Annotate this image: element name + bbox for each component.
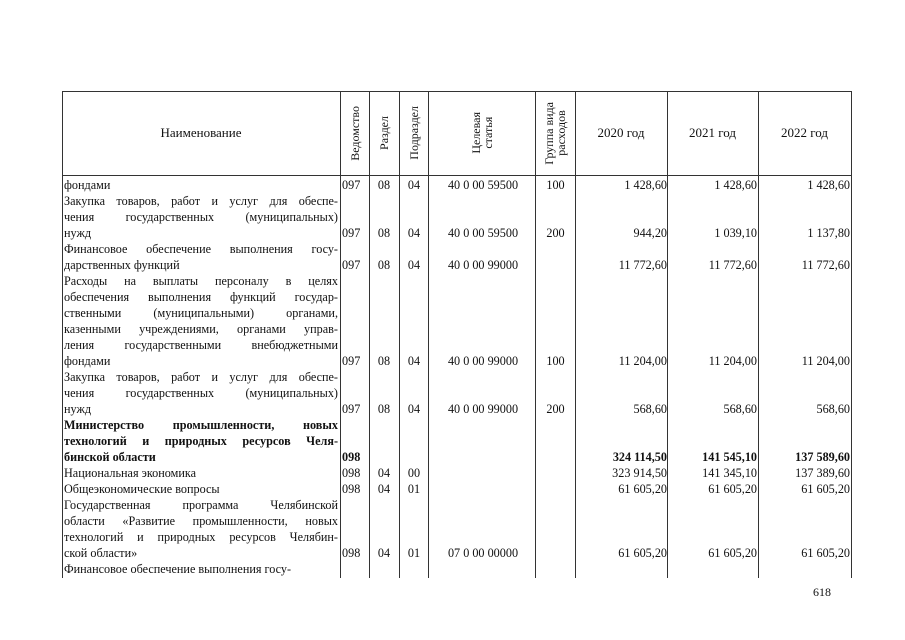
razdel-cell: 04 [377,482,391,496]
year-2022-cell: 1 137,80 [807,226,850,240]
year-2020-cell: 944,20 [633,226,667,240]
podrazdel-cell: 00 [407,466,421,480]
table-row [62,369,851,417]
year-2021-cell: 11 204,00 [708,354,757,368]
year-2020-cell: 61 605,20 [618,546,667,560]
razdel-cell: 04 [377,466,391,480]
header-razdel: Раздел [377,116,391,150]
row-name-line: области «Развитие промышленности, новых [64,514,338,528]
year-2021-cell: 141 545,10 [702,450,757,464]
row-name-line: Финансовое обеспечение выполнения госу- [64,562,292,576]
year-2022-cell: 11 204,00 [801,354,850,368]
celevaya-statya-cell: 40 0 00 99000 [447,258,519,272]
podrazdel-cell: 04 [407,258,421,272]
row-name-line: нужд [64,402,92,416]
header-year-2022: 2022 год [781,125,828,140]
table-row [62,465,851,481]
row-name-line: ления государственными внебюджетными [64,338,338,352]
vedomstvo-cell: 097 [342,178,361,192]
gruppa-vida-cell: 100 [546,354,565,368]
year-2021-cell [668,561,757,577]
razdel-cell: 08 [377,354,391,368]
celevaya-statya-cell: 40 0 00 59500 [447,178,519,192]
year-2020-cell: 324 114,50 [612,450,667,464]
razdel-cell: 08 [377,226,391,240]
year-2020-cell: 11 204,00 [618,354,667,368]
page-number: 618 [813,585,831,599]
gruppa-vida-cell [536,465,575,481]
gruppa-vida-cell [536,561,575,577]
celevaya-statya-cell [430,465,536,481]
row-name-line: Министерство промышленности, новых [64,418,338,432]
row-name-line: обеспечения выполнения функций государ- [64,290,338,304]
year-2020-cell: 61 605,20 [618,482,667,496]
year-2021-cell: 1 039,10 [714,226,757,240]
year-2021-cell: 568,60 [723,402,757,416]
razdel-cell: 08 [377,178,391,192]
header-year-2020: 2020 год [597,125,645,140]
row-name-line: казенными учреждениями, органами управ- [64,322,338,336]
row-name [64,465,338,481]
row-name-line: технологий и природных ресурсов Челя- [64,434,338,448]
row-name-line: Государственная программа Челябинской [64,498,338,512]
celevaya-statya-cell: 40 0 00 99000 [447,402,519,416]
row-name-line: чения государственных (муниципальных) [64,386,338,400]
row-name-line: ской области» [64,546,138,560]
razdel-cell: 08 [377,402,391,416]
table-row [62,273,851,369]
vedomstvo-cell [342,561,368,577]
razdel-cell [371,449,397,465]
podrazdel-cell: 04 [407,354,421,368]
table-row [62,193,851,241]
razdel-cell: 04 [377,546,391,560]
vedomstvo-cell: 098 [342,466,361,480]
table-row [62,417,851,465]
podrazdel-cell: 04 [407,226,421,240]
year-2021-cell: 141 345,10 [702,466,757,480]
header-gruppa: Группа вида расходов [542,101,568,165]
year-2021-cell: 61 605,20 [708,546,757,560]
vedomstvo-cell: 098 [342,482,361,496]
row-name-line: фондами [64,354,111,368]
header-name: Наименование [160,125,242,140]
table-row [62,561,851,577]
table-row [62,177,851,193]
row-name-line: ственными (муниципальными) органами, [64,306,338,320]
celevaya-statya-cell: 40 0 00 59500 [447,226,519,240]
col-border [851,91,852,578]
gruppa-vida-cell: 100 [546,178,565,192]
header-bottom-border [62,175,851,176]
year-2022-cell: 11 772,60 [801,258,850,272]
row-name [64,193,338,241]
table-row [62,497,851,561]
row-name-line: дарственных функций [64,258,180,272]
row-name-line: Закупка товаров, работ и услуг для обеспе- [64,370,338,384]
year-2022-cell: 1 428,60 [807,178,850,192]
row-name-line: нужд [64,226,92,240]
row-name [64,273,338,369]
row-name-line: Финансовое обеспечение выполнения госу- [64,242,338,256]
row-name [64,417,338,465]
celevaya-statya-cell: 07 0 00 00000 [447,546,519,560]
podrazdel-cell: 01 [407,482,421,496]
year-2020-cell [575,561,667,577]
vedomstvo-cell: 097 [342,226,361,240]
row-name-line: фондами [64,178,111,192]
year-2021-cell: 11 772,60 [708,258,757,272]
row-name-line: Национальная экономика [64,466,197,480]
year-2022-cell: 137 389,60 [795,466,850,480]
gruppa-vida-cell [536,257,575,273]
header-year-2021: 2021 год [689,125,736,140]
vedomstvo-cell: 097 [342,354,361,368]
year-2022-cell: 568,60 [816,402,850,416]
year-2020-cell: 568,60 [633,402,667,416]
razdel-cell: 08 [377,258,391,272]
gruppa-vida-cell: 200 [546,402,565,416]
podrazdel-cell: 04 [407,178,421,192]
row-name [64,369,338,417]
row-name-line: чения государственных (муниципальных) [64,210,338,224]
row-name-line: Общеэкономические вопросы [64,482,220,496]
vedomstvo-cell: 098 [342,450,361,464]
row-name-line: Расходы на выплаты персоналу в целях [64,274,338,288]
gruppa-vida-cell [536,545,575,561]
vedomstvo-cell: 097 [342,402,361,416]
razdel-cell [371,561,397,577]
year-2022-cell: 61 605,20 [801,546,850,560]
row-name [64,177,338,193]
table-row [62,241,851,273]
year-2020-cell: 1 428,60 [624,178,667,192]
gruppa-vida-cell [536,449,575,465]
podrazdel-cell: 01 [407,546,421,560]
row-name [64,241,338,273]
year-2022-cell [759,561,850,577]
row-name-line: Закупка товаров, работ и услуг для обеспе- [64,194,338,208]
vedomstvo-cell: 097 [342,258,361,272]
celevaya-statya-cell [430,449,536,465]
header-celevaya: Целевая статья [468,112,495,154]
podrazdel-cell [401,561,427,577]
row-name [64,561,338,577]
row-name [64,481,338,497]
gruppa-vida-cell: 200 [546,226,565,240]
celevaya-statya-cell [430,561,536,577]
year-2021-cell: 1 428,60 [714,178,757,192]
row-name [64,497,338,561]
year-2020-cell: 11 772,60 [618,258,667,272]
vedomstvo-cell: 098 [342,546,361,560]
year-2022-cell: 61 605,20 [801,482,850,496]
header-podrazdel: Подраздел [406,106,421,160]
podrazdel-cell: 04 [407,402,421,416]
gruppa-vida-cell [536,481,575,497]
year-2022-cell: 137 589,60 [795,450,850,464]
row-name-line: бинской области [64,450,156,464]
podrazdel-cell [401,449,427,465]
header-vedomstvo: Ведомство [347,105,362,161]
celevaya-statya-cell: 40 0 00 99000 [447,354,519,368]
row-name-line: технологий и природных ресурсов Челябин- [64,530,338,544]
year-2021-cell: 61 605,20 [708,482,757,496]
table-row [62,481,851,497]
year-2020-cell: 323 914,50 [612,466,667,480]
celevaya-statya-cell [430,481,536,497]
